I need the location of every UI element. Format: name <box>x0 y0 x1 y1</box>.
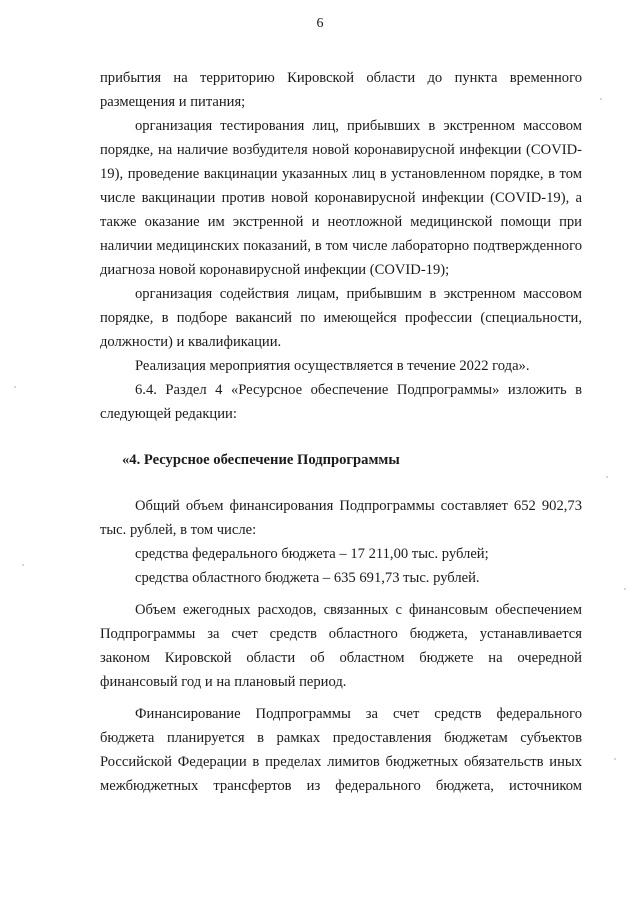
scan-speck <box>14 386 16 388</box>
paragraph-total-funding: Общий объем финансирования Подпрограммы составляет 652 902,73 тыс. рублей, в том числе: <box>100 498 582 538</box>
paragraph-regional-budget: средства областного бюджета – 635 691,73 тыс. рублей. <box>135 570 480 586</box>
page-number: 6 <box>316 16 324 31</box>
paragraph-employment: организация содействия лицам, прибывшим в экстренном массовом порядке, в подборе вакансий по имеющейся профессии (специальности, должности) и квалификации. <box>100 286 582 350</box>
paragraph-testing: организация тестирования лиц, прибывших в экстренном массовом порядке, на наличие возбудителя новой коронавирусной инфекции (COVID-19), проведение вакцинации указанных лиц в установленном порядке, в том числе вакцинации против новой коронавирусной инфекции (COVID-19), а также оказание им экстренной и неотложной медицинской помощи при наличии медицинских показаний, в том числе лабораторно подтвержденного диагноза новой коронавирусной инфекции (COVID-19); <box>100 118 582 278</box>
scan-speck <box>22 564 24 566</box>
scan-speck <box>600 98 602 100</box>
scan-speck <box>606 476 608 478</box>
scan-speck <box>624 588 626 590</box>
paragraph-arrival: прибытия на территорию Кировской области до пункта временного размещения и питания; <box>100 70 582 110</box>
paragraph-annual-expenses: Объем ежегодных расходов, связанных с финансовым обеспечением Подпрограммы за счет средств областного бюджета, устанавливается законом Кировской области об областном бюджете на очередной финансовый год и на плановый период. <box>100 602 582 690</box>
section-heading: «4. Ресурсное обеспечение Подпрограммы <box>122 452 400 468</box>
document-body <box>100 66 582 798</box>
paragraph-federal-budget: средства федерального бюджета – 17 211,00 тыс. рублей; <box>135 546 489 562</box>
paragraph-section-amendment: 6.4. Раздел 4 «Ресурсное обеспечение Подпрограммы» изложить в следующей редакции: <box>100 382 582 422</box>
paragraph-implementation-period: Реализация мероприятия осуществляется в течение 2022 года». <box>135 358 530 374</box>
paragraph-federal-financing: Финансирование Подпрограммы за счет средств федерального бюджета планируется в рамках предоставления бюджетам субъектов Российской Федерации в пределах лимитов бюджетных обязательств иных межбюджетных трансфертов из федерального бюджета, источником <box>100 706 582 794</box>
scan-speck <box>614 758 616 760</box>
